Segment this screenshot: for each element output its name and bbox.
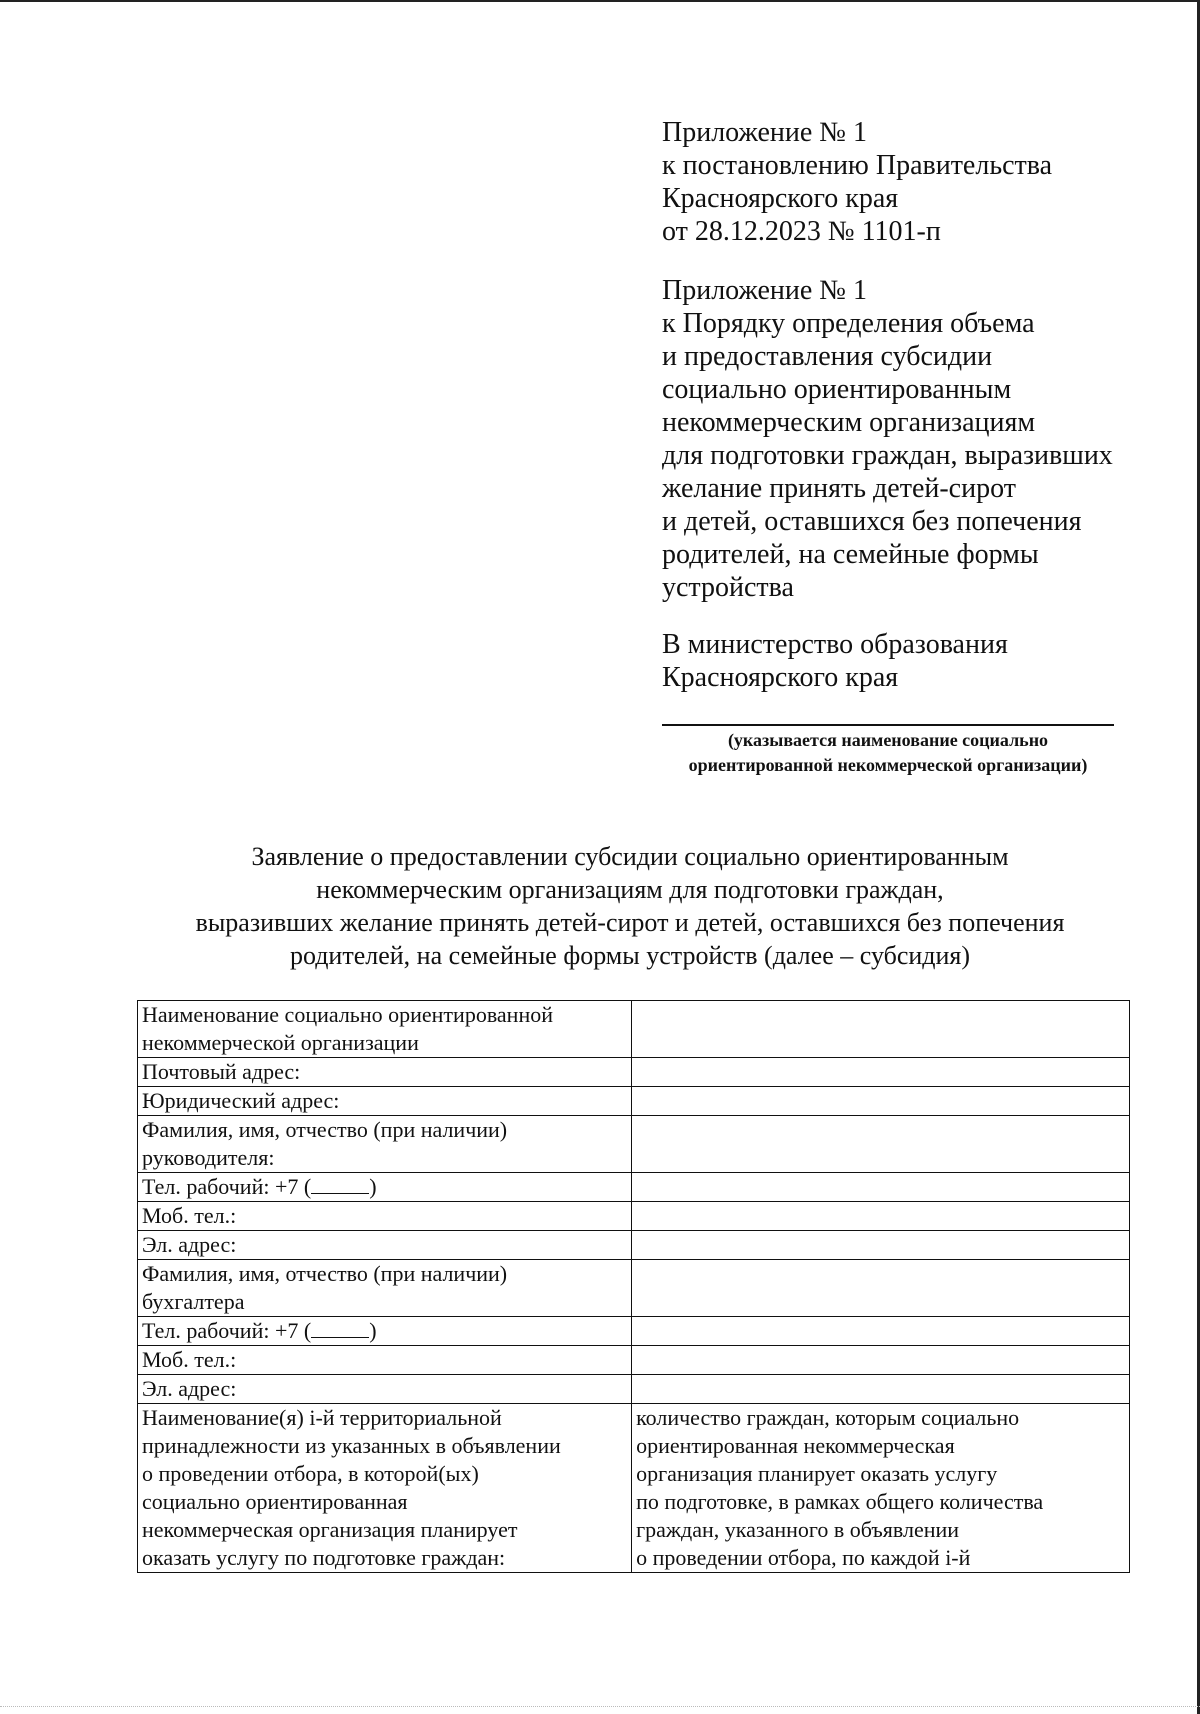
phone-suffix: ): [369, 1318, 377, 1343]
appendix-2-header: [662, 274, 1182, 604]
label-line: Почтовый адрес:: [142, 1059, 301, 1084]
appendix-2-line: и предоставления субсидии: [662, 341, 993, 372]
label-line: принадлежности из указанных в объявлении: [142, 1433, 561, 1458]
title-line: Заявление о предоставлении субсидии социально ориентированным: [251, 842, 1009, 871]
label-line: Наименование социально ориентированной: [142, 1002, 553, 1027]
label-line: [142, 1173, 627, 1201]
row-label: [138, 1260, 632, 1317]
title-line: некоммерческим организациям для подготовки граждан,: [316, 875, 944, 904]
postal-address-field[interactable]: [632, 1058, 1130, 1087]
table-row: [138, 1260, 1130, 1317]
value-line: граждан, указанного в объявлении: [636, 1517, 960, 1542]
table-row: [138, 1375, 1130, 1404]
table-row: [138, 1001, 1130, 1058]
caption-line: ориентированной некоммерческой организации): [688, 755, 1088, 775]
label-line: некоммерческая организация планирует: [142, 1517, 518, 1542]
value-line: организация планирует оказать услугу: [636, 1461, 998, 1486]
area-code-blank[interactable]: [311, 1319, 369, 1338]
row-label: [138, 1317, 632, 1346]
appendix-1-line: Красноярского края: [662, 183, 899, 214]
accountant-mobile-field[interactable]: [632, 1346, 1130, 1375]
appendix-2-line: родителей, на семейные формы: [662, 539, 1039, 570]
recipient-line: В министерство образования: [662, 629, 1008, 660]
organization-name-line: [662, 724, 1114, 726]
label-line: Наименование(я) i-й территориальной: [142, 1405, 502, 1430]
label-line: оказать услугу по подготовке граждан:: [142, 1545, 506, 1570]
application-form-table: [137, 1000, 1130, 1573]
appendix-2-line: желание принять детей-сирот: [662, 473, 1016, 504]
row-label: [138, 1346, 632, 1375]
caption-line: (указывается наименование социально: [727, 730, 1049, 750]
value-line: ориентированная некоммерческая: [636, 1433, 955, 1458]
row-label: [138, 1202, 632, 1231]
accountant-email-field[interactable]: [632, 1375, 1130, 1404]
appendix-2-line: устройства: [662, 572, 794, 603]
recipient-block: [662, 628, 1182, 694]
citizens-count-cell: [632, 1404, 1130, 1573]
appendix-2-line: и детей, оставшихся без попечения: [662, 506, 1082, 537]
value-line: по подготовке, в рамках общего количества: [636, 1489, 1044, 1514]
table-row: [138, 1173, 1130, 1202]
appendix-1-line: от 28.12.2023 № 1101-п: [662, 216, 941, 247]
label-line: Эл. адрес:: [142, 1232, 237, 1257]
appendix-2-line: некоммерческим организациям: [662, 407, 1036, 438]
label-line: бухгалтера: [142, 1289, 245, 1314]
scan-edge: [0, 1706, 1200, 1708]
row-label: [138, 1231, 632, 1260]
row-label: [138, 1173, 632, 1202]
table-row: [138, 1231, 1130, 1260]
table-row: [138, 1116, 1130, 1173]
table-row: [138, 1404, 1130, 1573]
row-label: [138, 1375, 632, 1404]
table-row: [138, 1087, 1130, 1116]
director-mobile-field[interactable]: [632, 1202, 1130, 1231]
accountant-work-phone-field[interactable]: [632, 1317, 1130, 1346]
recipient-line: Красноярского края: [662, 662, 899, 693]
value-line: о проведении отбора, по каждой i-й: [636, 1545, 971, 1570]
value-line: количество граждан, которым социально: [636, 1405, 1020, 1430]
appendix-2-line: социально ориентированным: [662, 374, 1012, 405]
table-row: [138, 1317, 1130, 1346]
director-name-field[interactable]: [632, 1116, 1130, 1173]
table-row: [138, 1058, 1130, 1087]
legal-address-field[interactable]: [632, 1087, 1130, 1116]
label-line: некоммерческой организации: [142, 1030, 419, 1055]
application-title: [100, 840, 1160, 972]
director-work-phone-field[interactable]: [632, 1173, 1130, 1202]
area-code-blank[interactable]: [311, 1175, 369, 1194]
appendix-2-line: к Порядку определения объема: [662, 308, 1035, 339]
appendix-2-line: для подготовки граждан, выразивших: [662, 440, 1113, 471]
row-label: [138, 1087, 632, 1116]
row-label: [138, 1404, 632, 1573]
title-line: родителей, на семейные формы устройств (далее – субсидия): [289, 941, 971, 970]
accountant-name-field[interactable]: [632, 1260, 1130, 1317]
phone-prefix: Тел. рабочий: +7 (: [142, 1174, 312, 1199]
row-label: [138, 1116, 632, 1173]
label-line: [142, 1317, 627, 1345]
title-line: выразивших желание принять детей-сирот и детей, оставшихся без попечения: [195, 908, 1065, 937]
label-line: Юридический адрес:: [142, 1088, 340, 1113]
appendix-1-header: [662, 116, 1182, 248]
label-line: руководителя:: [142, 1145, 275, 1170]
appendix-1-line: к постановлению Правительства: [662, 150, 1053, 181]
appendix-1-line: Приложение № 1: [662, 117, 867, 148]
table-row: [138, 1202, 1130, 1231]
label-line: социально ориентированная: [142, 1489, 408, 1514]
label-line: Фамилия, имя, отчество (при наличии): [142, 1117, 508, 1142]
organization-name-caption: [662, 728, 1114, 778]
label-line: Моб. тел.:: [142, 1203, 237, 1228]
label-line: Эл. адрес:: [142, 1376, 237, 1401]
row-label: [138, 1058, 632, 1087]
row-label: [138, 1001, 632, 1058]
director-email-field[interactable]: [632, 1231, 1130, 1260]
organization-name-field[interactable]: [632, 1001, 1130, 1058]
label-line: Фамилия, имя, отчество (при наличии): [142, 1261, 508, 1286]
label-line: Моб. тел.:: [142, 1347, 237, 1372]
appendix-2-line: Приложение № 1: [662, 275, 867, 306]
label-line: о проведении отбора, в которой(ых): [142, 1461, 479, 1486]
table-row: [138, 1346, 1130, 1375]
phone-prefix: Тел. рабочий: +7 (: [142, 1318, 312, 1343]
phone-suffix: ): [369, 1174, 377, 1199]
